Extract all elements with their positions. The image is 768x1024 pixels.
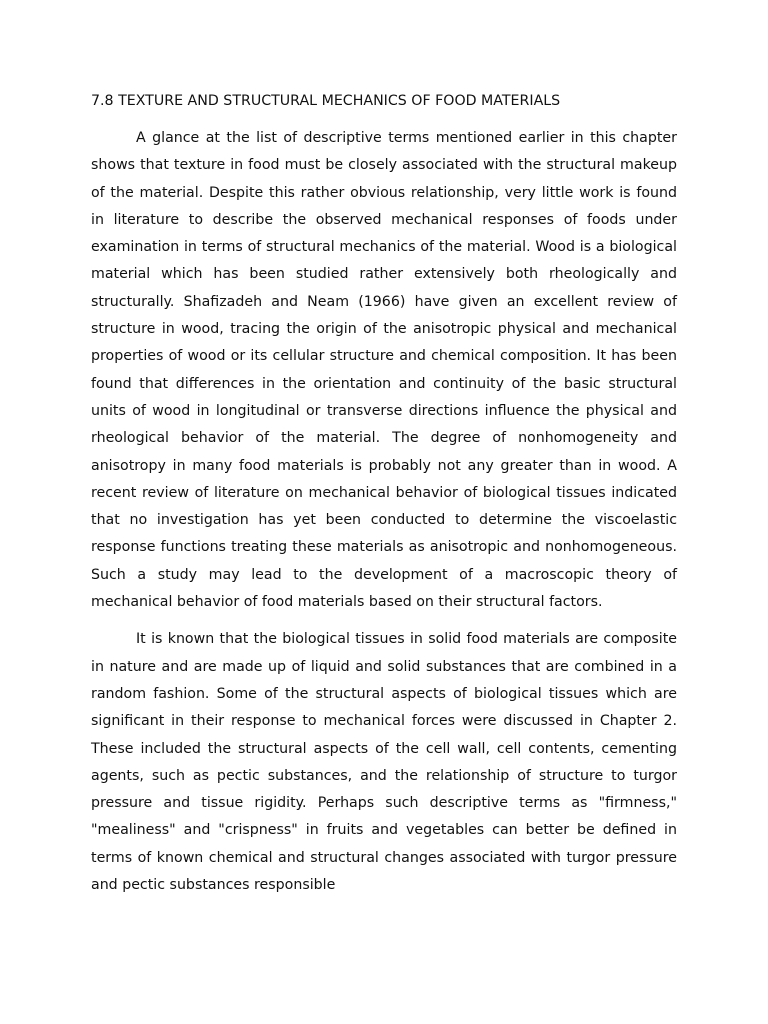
- body-paragraph-2: It is known that the biological tissues in solid food materials are composite in nature and are made up of liquid and solid substances that are combined in a random fashion. Some of the structural aspects of biological tissues which are significant in their response to mechanical forces were discussed in Chapter 2. These included the structural aspects of the cell wall, cell contents, cementing agents, such as pectic substances, and the relationship of structure to turgor pressure and tissue rigidity. Perhaps such descriptive terms as "firmness," "mealiness" and "crispness" in fruits and vegetables can better be defined in terms of known chemical and structural changes associated with turgor pressure and pectic substances responsible: [91, 631, 677, 894]
- body-paragraph-1: A glance at the list of descriptive terms mentioned earlier in this chapter shows that texture in food must be closely associated with the structural makeup of the material. Despite this rather obvious relationship, very little work is found in literature to describe the observed mechanical responses of foods under examination in terms of structural mechanics of the material. Wood is a biological material which has been studied rather extensively both rheologically and structurally. Shafizadeh and Neam (1966) have given an excellent review of structure in wood, tracing the origin of the anisotropic physical and mechanical properties of wood or its cellular structure and chemical composition. It has been found that differences in the orientation and continuity of the basic structural units of wood in longitudinal or transverse directions influence the physical and rheological behavior of the material. The degree of nonhomogeneity and anisotropy in many food materials is probably not any greater than in wood. A recent review of literature on mechanical behavior of biological tissues indicated that no investigation has yet been conducted to determine the viscoelastic response functions treating these materials as anisotropic and nonhomogeneous. Such a study may lead to the development of a macroscopic theory of mechanical behavior of food materials based on their structural factors.: [91, 130, 677, 611]
- section-heading: 7.8 TEXTURE AND STRUCTURAL MECHANICS OF FOOD MATERIALS: [91, 93, 561, 109]
- document-page: [91, 91, 677, 909]
